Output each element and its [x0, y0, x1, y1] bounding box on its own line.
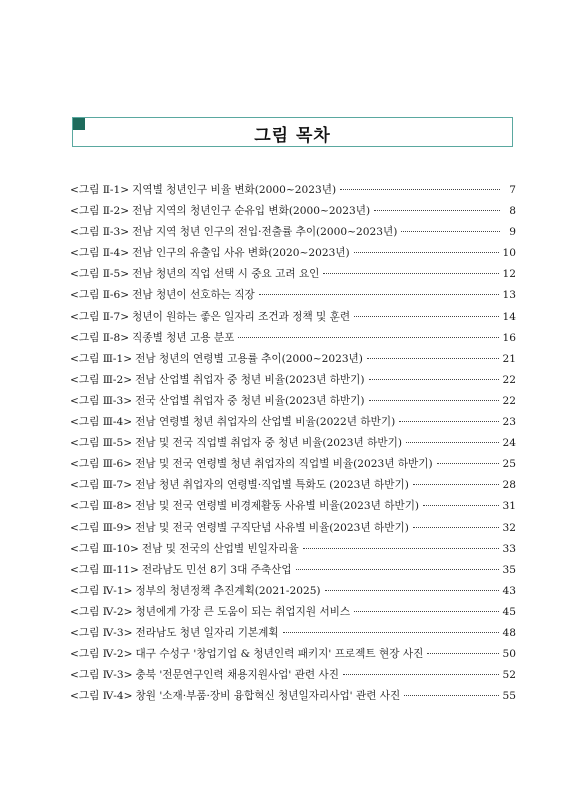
toc-entry-title: 전남 및 전국 연령별 구직단념 사유별 비율(2023년 하반기)	[135, 521, 409, 534]
toc-entry-title: 전남 청년의 직업 선택 시 중요 고려 요인	[132, 268, 320, 281]
toc-entry-page-number: 24	[502, 437, 516, 450]
toc-dot-leader	[423, 505, 498, 506]
page-title: 그림 목차	[254, 126, 331, 146]
toc-entry-page-number: 12	[502, 268, 516, 281]
toc-entry-page-number: 52	[502, 669, 516, 682]
toc-entry-page-number: 31	[502, 500, 516, 513]
toc-dot-leader	[259, 294, 499, 295]
toc-entry-page-number: 48	[502, 626, 516, 639]
toc-dot-leader	[367, 358, 499, 359]
toc-dot-leader	[437, 463, 499, 464]
toc-entry-label: <그림 Ⅲ-1>	[70, 352, 133, 365]
toc-entry-label: <그림 Ⅱ-5>	[70, 268, 130, 281]
toc-entry-page-number: 43	[502, 584, 516, 597]
toc-entry-page-number: 10	[502, 247, 516, 260]
toc-entry-label: <그림 Ⅲ-10>	[70, 542, 139, 555]
toc-entry-title: 전남 지역 청년 인구의 전입·전출률 추이(2000~2023년)	[132, 226, 398, 239]
toc-entry-page-number: 23	[502, 416, 516, 429]
toc-entry-label: <그림 Ⅳ-4>	[70, 690, 133, 703]
toc-entry-label: <그림 Ⅲ-6>	[70, 458, 133, 471]
toc-dot-leader	[413, 527, 499, 528]
toc-dot-leader	[406, 442, 499, 443]
toc-entry-label: <그림 Ⅳ-3>	[70, 626, 133, 639]
toc-entry-title: 지역별 청년인구 비율 변화(2000~2023년)	[132, 184, 337, 196]
toc-entry-page-number: 25	[502, 458, 516, 471]
toc-entry[interactable]	[70, 266, 516, 287]
toc-entry-title: 창원 '소재·부품·장비 융합혁신 청년일자리사업' 관련 사진	[135, 690, 401, 703]
toc-entry-title: 전남 지역의 청년인구 순유입 변화(2000~2023년)	[132, 205, 371, 218]
toc-entry-title: 청년이 원하는 좋은 일자리 조건과 정책 및 훈련	[132, 310, 351, 323]
toc-entry-label: <그림 Ⅱ-6>	[70, 289, 130, 302]
toc-dot-leader	[374, 210, 500, 211]
toc-entry-page-number: 7	[509, 184, 516, 196]
toc-title-box	[72, 117, 513, 147]
toc-entry-page-number: 22	[502, 394, 516, 407]
toc-entry-label: <그림 Ⅱ-7>	[70, 310, 130, 323]
toc-entry[interactable]	[70, 182, 516, 203]
toc-entry[interactable]	[70, 520, 516, 541]
toc-entry[interactable]	[70, 498, 516, 519]
toc-entry-title: 충북 '전문연구인력 채용지원사업' 관련 사진	[135, 669, 339, 682]
toc-entry[interactable]	[70, 667, 516, 688]
toc-entry[interactable]	[70, 477, 516, 498]
toc-entry-page-number: 35	[502, 563, 516, 576]
toc-entry-title: 전남 산업별 취업자 중 청년 비율(2023년 하반기)	[135, 373, 365, 386]
toc-entry-page-number: 14	[502, 310, 516, 323]
toc-dot-leader	[369, 379, 499, 380]
toc-entry-title: 청년에게 가장 큰 도움이 되는 취업지원 서비스	[135, 605, 351, 618]
toc-entry-title: 정부의 청년정책 추진계획(2021-2025)	[135, 584, 321, 597]
toc-entry[interactable]	[70, 541, 516, 562]
toc-entry-label: <그림 Ⅳ-1>	[70, 584, 133, 597]
toc-entry-title: 전국 산업별 취업자 중 청년 비율(2023년 하반기)	[135, 394, 365, 407]
toc-entry-label: <그림 Ⅳ-2>	[70, 648, 133, 661]
toc-dot-leader	[323, 273, 498, 274]
toc-dot-leader	[238, 337, 498, 338]
toc-entry-page-number: 16	[502, 331, 516, 344]
toc-entry[interactable]	[70, 351, 516, 372]
toc-dot-leader	[296, 569, 499, 570]
toc-entry[interactable]	[70, 456, 516, 477]
toc-entry[interactable]	[70, 393, 516, 414]
toc-entry[interactable]	[70, 414, 516, 435]
toc-dot-leader	[399, 421, 498, 422]
toc-dot-leader	[354, 252, 499, 253]
toc-entry[interactable]	[70, 646, 516, 667]
toc-dot-leader	[401, 231, 500, 232]
toc-entry[interactable]	[70, 435, 516, 456]
toc-entry-label: <그림 Ⅱ-8>	[70, 331, 130, 344]
toc-entry[interactable]	[70, 625, 516, 646]
toc-entry-label: <그림 Ⅱ-2>	[70, 205, 130, 218]
toc-entry-page-number: 22	[502, 373, 516, 386]
toc-entry-title: 전남 청년 취업자의 연령별·직업별 특화도 (2023년 하반기)	[135, 479, 409, 492]
toc-dot-leader	[303, 548, 499, 549]
toc-entry-label: <그림 Ⅳ-3>	[70, 669, 133, 682]
toc-entry-page-number: 55	[502, 690, 516, 703]
toc-entry-label: <그림 Ⅲ-5>	[70, 437, 133, 450]
toc-entry[interactable]	[70, 203, 516, 224]
toc-entry-title: 대구 수성구 '창업기업 & 청년인력 패키지' 프로젝트 현장 사진	[135, 648, 424, 661]
toc-dot-leader	[369, 400, 499, 401]
toc-entry-label: <그림 Ⅱ-1>	[70, 184, 130, 196]
figure-table-of-contents	[70, 182, 516, 709]
toc-entry[interactable]	[70, 287, 516, 308]
toc-entry-page-number: 28	[502, 479, 516, 492]
toc-entry-title: 전남 청년이 선호하는 직장	[132, 289, 255, 302]
toc-entry[interactable]	[70, 245, 516, 266]
toc-entry-title: 전남 청년의 연령별 고용률 추이(2000~2023년)	[135, 352, 363, 365]
toc-entry-page-number: 9	[509, 226, 516, 239]
toc-dot-leader	[343, 674, 499, 675]
toc-entry-title: 전남 및 전국 연령별 비경제활동 사유별 비율(2023년 하반기)	[135, 500, 420, 513]
toc-dot-leader	[283, 632, 499, 633]
toc-entry-label: <그림 Ⅲ-3>	[70, 394, 133, 407]
toc-entry-label: <그림 Ⅲ-7>	[70, 479, 133, 492]
toc-dot-leader	[354, 316, 498, 317]
toc-entry-title: 직종별 청년 고용 분포	[132, 331, 235, 344]
toc-entry-page-number: 8	[509, 205, 516, 218]
toc-entry[interactable]	[70, 330, 516, 351]
toc-dot-leader	[413, 484, 499, 485]
toc-entry-title: 전남 인구의 유출입 사유 변화(2020~2023년)	[132, 247, 350, 260]
toc-entry[interactable]	[70, 562, 516, 583]
toc-entry-label: <그림 Ⅲ-8>	[70, 500, 133, 513]
toc-entry-title: 전라남도 청년 일자리 기본계획	[135, 626, 279, 639]
toc-entry-label: <그림 Ⅲ-11>	[70, 563, 139, 576]
toc-entry-label: <그림 Ⅲ-4>	[70, 416, 133, 429]
toc-entry-page-number: 45	[502, 605, 516, 618]
toc-entry-page-number: 21	[502, 352, 516, 365]
toc-entry-page-number: 50	[502, 648, 516, 661]
toc-entry-page-number: 33	[502, 542, 516, 555]
toc-entry-page-number: 32	[502, 521, 516, 534]
toc-entry-title: 전남 및 전국의 산업별 빈일자리율	[141, 542, 299, 555]
toc-entry-label: <그림 Ⅳ-2>	[70, 605, 133, 618]
toc-dot-leader	[354, 611, 498, 612]
toc-dot-leader	[340, 189, 500, 190]
toc-entry-label: <그림 Ⅱ-4>	[70, 247, 130, 260]
toc-entry[interactable]	[70, 309, 516, 330]
toc-entry[interactable]	[70, 583, 516, 604]
toc-entry-title: 전남 연령별 청년 취업자의 산업별 비율(2022년 하반기)	[135, 416, 396, 429]
toc-dot-leader	[427, 653, 498, 654]
toc-entry-label: <그림 Ⅲ-2>	[70, 373, 133, 386]
toc-entry[interactable]	[70, 372, 516, 393]
toc-dot-leader	[325, 590, 499, 591]
toc-entry[interactable]	[70, 688, 516, 709]
toc-entry-title: 전남 및 전국 직업별 취업자 중 청년 비율(2023년 하반기)	[135, 437, 402, 450]
toc-entry-title: 전남 및 전국 연령별 청년 취업자의 직업별 비율(2023년 하반기)	[135, 458, 433, 471]
toc-entry-title: 전라남도 민선 8기 3대 주축산업	[141, 563, 292, 576]
toc-entry[interactable]	[70, 224, 516, 245]
toc-dot-leader	[404, 695, 498, 696]
toc-entry[interactable]	[70, 604, 516, 625]
toc-entry-label: <그림 Ⅲ-9>	[70, 521, 133, 534]
toc-entry-label: <그림 Ⅱ-3>	[70, 226, 130, 239]
toc-entry-page-number: 13	[502, 289, 516, 302]
